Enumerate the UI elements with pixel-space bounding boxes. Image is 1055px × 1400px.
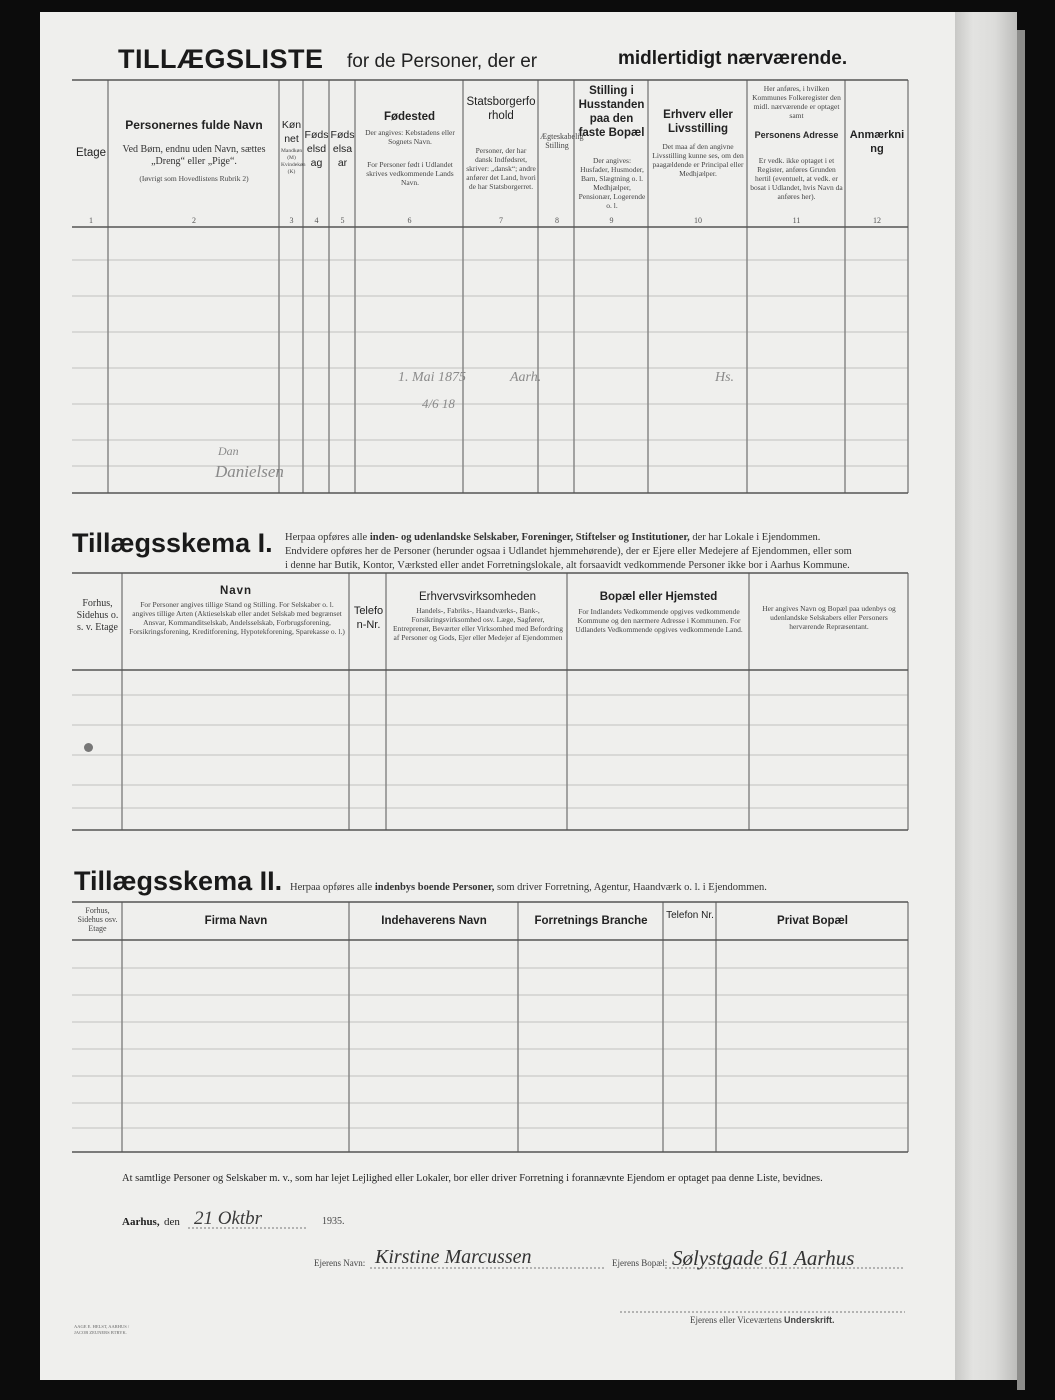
skema1-col-residence-sub: For Indlandets Vedkommende opgives vedkommende Kommune og den nærmere Adresse i Kommunen. For Udlandets Vedkommende opgives vedkommende Land. [575, 607, 743, 634]
skema2-intro-c: som driver Forretning, Agentur, Haandværk o. l. i Ejendommen. [496, 882, 767, 893]
col-marital-header: Ægteskabelig Stilling [540, 132, 584, 150]
col-num-2: 2 [192, 216, 196, 225]
skema2-col-branch: Forretnings Branche [534, 915, 648, 927]
col-occupation-header: Erhverv eller Livsstilling [663, 109, 733, 135]
skema2-col-firm: Firma Navn [204, 915, 268, 927]
col-gender-header: Kønnet [281, 119, 302, 145]
skema1-intro-line1 [285, 531, 905, 545]
col-num-12: 12 [873, 216, 881, 225]
skema2-intro-a: Herpaa opføres alle [290, 882, 373, 893]
skema2-col-phone: Telefon Nr. [666, 910, 714, 921]
col-etage-header: Etage [75, 147, 107, 159]
col-citizenship-header: Statsborgerforhold [466, 96, 536, 122]
col-num-11: 11 [792, 216, 801, 225]
skema2-title: Tillægsskema II. [74, 866, 283, 896]
col-num-4: 4 [314, 216, 319, 225]
col-num-7: 7 [499, 216, 503, 225]
printer-mark: AAGE E. HELST, AARHUS / JACOB ZEUNERS BTRYK. [74, 1324, 130, 1335]
skema1-col-name: Navn [219, 585, 253, 597]
skema1-intro-c: der har Lokale i Ejendommen. [692, 532, 821, 543]
handwriting-birthdate: 1. Mai 1875 [398, 370, 467, 385]
skema2-col-address: Privat Bopæl [777, 915, 848, 927]
col-num-1: 1 [89, 216, 93, 225]
col-gender-sub: Mandkøn (M) Kvindekøn (K) [281, 148, 306, 175]
skema2-intro [290, 881, 900, 895]
skema2-col-owner: Indehaverens Navn [381, 915, 487, 927]
col-name-header: Personernes fulde Navn [125, 118, 263, 132]
skema1-col-business: Erhvervsvirksomheden [419, 591, 536, 603]
col-birthyear-header: Fødselsaar [330, 129, 355, 169]
col-household-sub: Der angives: Husfader, Husmoder, Barn, Slægtning o. l. Medhjælper, Pensionær, Logerende o. l. [578, 156, 646, 210]
footer-den: den [164, 1216, 180, 1228]
owner-address-label: Ejerens Bopæl: [612, 1258, 668, 1268]
col-num-5: 5 [340, 216, 345, 225]
handwriting-date2: 4/6 18 [422, 396, 455, 411]
owner-name-signature: Kirstine Marcussen [375, 1246, 532, 1268]
col-num-6: 6 [407, 216, 412, 225]
title-bold: TILLÆGSLISTE [118, 44, 324, 74]
handwriting-occupation: Hs. [715, 370, 735, 385]
col-name-sub: Ved Børn, endnu uden Navn, sættes „Dreng“ eller „Pige“. [122, 144, 266, 167]
skema1-col-business-sub: Handels-, Fabriks-, Haandværks-, Bank-, Forsikringsvirksomhed osv. Læge, Sagfører, Entreprenør, Beværter eller Virksomhed med Befordring af Personer og Gods, Ejer eller Medejer af Ejendommen [393, 606, 563, 642]
col-household-header: Stilling i Husstanden paa den faste Bopæl [578, 85, 645, 139]
owner-address-handwritten: Sølystgade 61 Aarhus [672, 1246, 855, 1270]
footer-statement: At samtlige Personer og Selskaber m. v., som har lejet Lejlighed eller Lokaler, bor eller driver Forretning i forannævnte Ejendom er optaget paa denne Liste, bevidnes. [122, 1173, 823, 1184]
skema1-intro-line3: i denne har Butik, Kontor, Værksted eller andet Forretningslokale, alt forsaavidt vedkommende Personer ikke bor i Aarhus Kommune. [285, 560, 850, 571]
title-rest: for de Personer, der er [347, 51, 538, 72]
col-address-header: Personens Adresse [754, 130, 839, 140]
footer-year: 1935. [322, 1216, 345, 1227]
signature-label-text: Ejerens eller Viceværtens [690, 1315, 782, 1325]
skema2-col-etage: Forhus, Sidehus osv. Etage [77, 906, 118, 933]
handwriting-birthplace: Aarh. [510, 370, 542, 385]
col-address-sub: Her anføres, i hvilken Kommunes Folkeregister den midl. nærværende er optaget samt [752, 84, 841, 120]
skema2-intro-b: indenbys boende Personer, [374, 882, 495, 893]
col-citizenship-sub: Personer, der har dansk Indfødsret, skriver: „dansk“; andre anfører det Land, hvori de har Statsborgerret. [466, 146, 536, 191]
skema1-col-etage: Forhus, Sidehus o. s. v. Etage [76, 598, 119, 633]
skema1-col-representative: Her angives Navn og Bopæl paa udenbys og udenlandske Selskabers eller Personers herværende Repræsentant. [762, 604, 896, 631]
col-birthplace-sub2: For Personer født i Udlandet skrives vedkommende Lands Navn. [366, 160, 454, 187]
col-name-sub2: (Iøvrigt som Hovedlistens Rubrik 2) [139, 174, 249, 183]
skema1-col-name-sub: For Personer angives tillige Stand og Stilling. For Selskaber o. l. angives tillige Arten (Aktieselskab eller andet Selskab med begrænset Ansvar, Kommanditselskab, Andelsselskab, Forbrugsforening, Forsikringsforening, Kreditforening, Hypotekforening, Sparekasse o. l.) [129, 600, 345, 636]
col-occupation-sub: Det maa af den angivne Livsstilling kunne ses, om den paagældende er Principal eller Medhjælper. [652, 142, 744, 178]
col-num-10: 10 [694, 216, 702, 225]
skema1-col-residence: Bopæl eller Hjemsted [599, 591, 718, 603]
handwriting-name: Danielsen [215, 462, 284, 481]
col-birthplace-sub: Der angives: Kebstadens eller Sognets Navn. [365, 128, 455, 146]
skema1-intro-line2: Endvidere opføres her de Personer (herunder ogsaa i Udlandet hjemmehørende), der er Ejere eller Medejere af Ejendommen, eller som [285, 546, 852, 557]
col-birthday-header: Fødselsdag [304, 129, 329, 169]
footer-place: Aarhus, [122, 1216, 160, 1228]
skema1-title: Tillægsskema I. [72, 528, 273, 558]
col-remarks-header: Anmærkning [849, 129, 905, 155]
skema1-intro-b: inden- og udenlandske Selskaber, Foreninger, Stiftelser og Institutioner, [369, 532, 690, 543]
title-bold2: midlertidigt nærværende. [618, 48, 848, 69]
signature-label [690, 1315, 835, 1325]
punch-hole-mark [84, 743, 93, 752]
signature-label-bold: Underskrift. [784, 1315, 835, 1325]
col-num-3: 3 [289, 216, 294, 225]
col-address-sub2: Er vedk. ikke optaget i et Register, anføres Grunden hertil (eventuelt, at vedk. er bosat i Udlandet, hvis Navn da anføres her). [750, 156, 843, 201]
footer-date-handwritten: 21 Oktbr [194, 1208, 263, 1229]
skema1-intro-a: Herpaa opføres alle [285, 532, 368, 543]
owner-name-label: Ejerens Navn: [314, 1258, 366, 1268]
col-num-8: 8 [555, 216, 559, 225]
handwriting-note: Dan [218, 444, 239, 458]
skema1-col-phone: Telefon-Nr. [353, 605, 384, 631]
col-num-9: 9 [609, 216, 614, 225]
col-birthplace-header: Fødested [383, 111, 436, 123]
